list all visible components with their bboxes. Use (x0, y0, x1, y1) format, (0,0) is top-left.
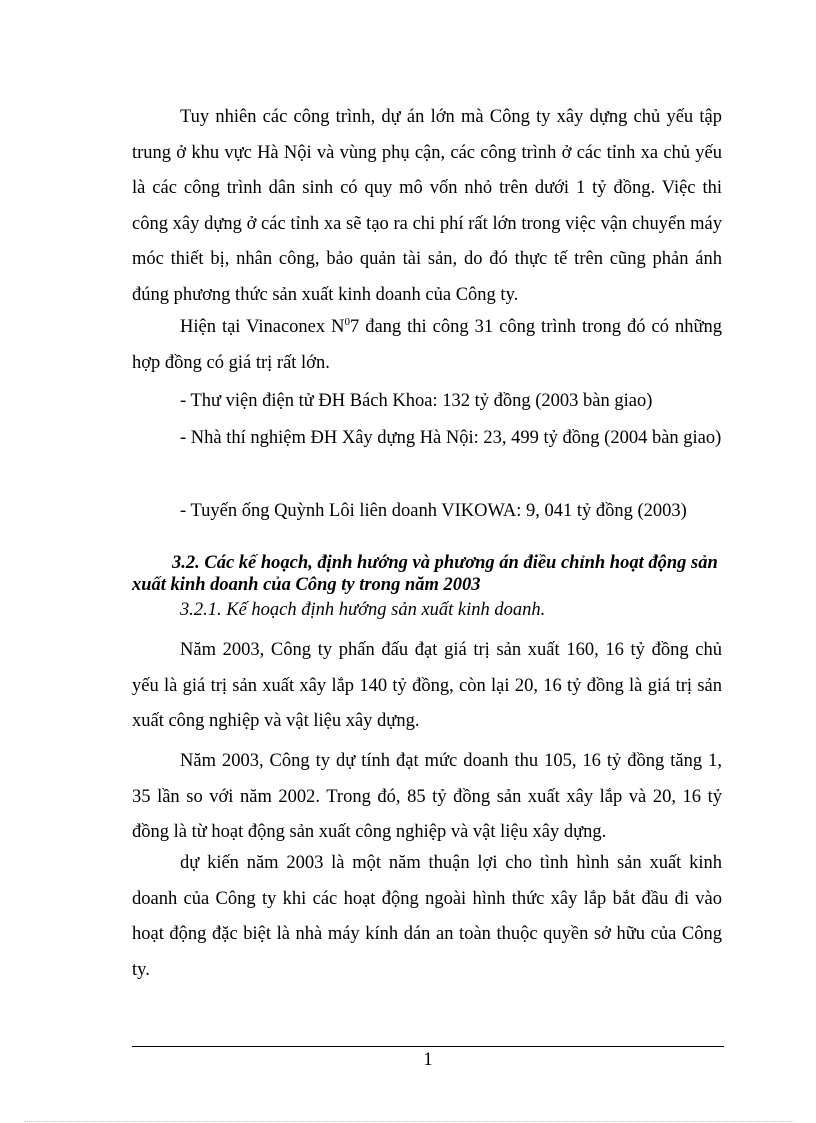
bullet-lab-project: - Nhà thí nghiệm ĐH Xây dựng Hà Nội: 23, 499 tỷ đồng (2004 bàn giao) (180, 428, 722, 448)
paragraph-projects-region: Tuy nhiên các công trình, dự án lớn mà Công ty xây dựng chủ yếu tập trung ở khu vực Hà Nội và vùng phụ cận, các công trình ở các tỉnh xa chủ yếu là các công trình dân sinh có quy mô vốn nhỏ trên dưới 1 tỷ đồng. Việc thi công xây dựng ở các tỉnh xa sẽ tạo ra chi phí rất lớn trong việc vận chuyển máy móc thiết bị, nhân công, bảo quản tài sản, do đó thực tế trên cũng phản ánh đúng phương thức sản xuất kinh doanh của Công ty. (132, 107, 722, 305)
footer-divider (132, 1046, 724, 1047)
section-heading: 3.2. Các kế hoạch, định hướng và phương án điều chỉnh hoạt động sản xuất kinh doanh của Công ty trong năm 2003 (132, 553, 718, 595)
paragraph-current-contracts-start: Hiện tại Vinaconex N (180, 317, 345, 337)
superscript-zero: 0 (344, 315, 350, 328)
paragraph-current-contracts (132, 310, 722, 381)
bullet-pipeline-project: - Tuyến ống Quỳnh Lôi liên doanh VIKOWA: 9, 041 tỷ đồng (2003) (180, 501, 687, 521)
page-number: 1 (423, 1050, 433, 1070)
section-subheading: 3.2.1. Kế hoạch định hướng sản xuất kinh doanh. (180, 600, 546, 620)
paragraph-outlook: dự kiến năm 2003 là một năm thuận lợi cho tình hình sản xuất kinh doanh của Công ty khi các hoạt động ngoài hình thức xây lắp bắt đầu đi vào hoạt động đặc biệt là nhà máy kính dán an toàn thuộc quyền sở hữu của Công ty. (132, 853, 722, 980)
paragraph-production-target: Năm 2003, Công ty phấn đấu đạt giá trị sản xuất 160, 16 tỷ đồng chủ yếu là giá trị sản xuất xây lắp 140 tỷ đồng, còn lại 20, 16 tỷ đồng là giá trị sản xuất công nghiệp và vật liệu xây dựng. (132, 640, 722, 731)
page-edge-dots (24, 1121, 794, 1122)
paragraph-revenue-forecast: Năm 2003, Công ty dự tính đạt mức doanh thu 105, 16 tỷ đồng tăng 1, 35 lần so với năm 2002. Trong đó, 85 tỷ đồng sản xuất xây lắp và 20, 16 tỷ đồng là từ hoạt động sản xuất công nghiệp và vật liệu xây dựng. (132, 751, 722, 842)
paragraph-current-contracts-end: 7 đang thi công 31 công trình trong đó có những hợp đồng có giá trị rất lớn. (132, 317, 722, 373)
bullet-library-project: - Thư viện điện tử ĐH Bách Khoa: 132 tỷ đồng (2003 bàn giao) (180, 391, 653, 411)
